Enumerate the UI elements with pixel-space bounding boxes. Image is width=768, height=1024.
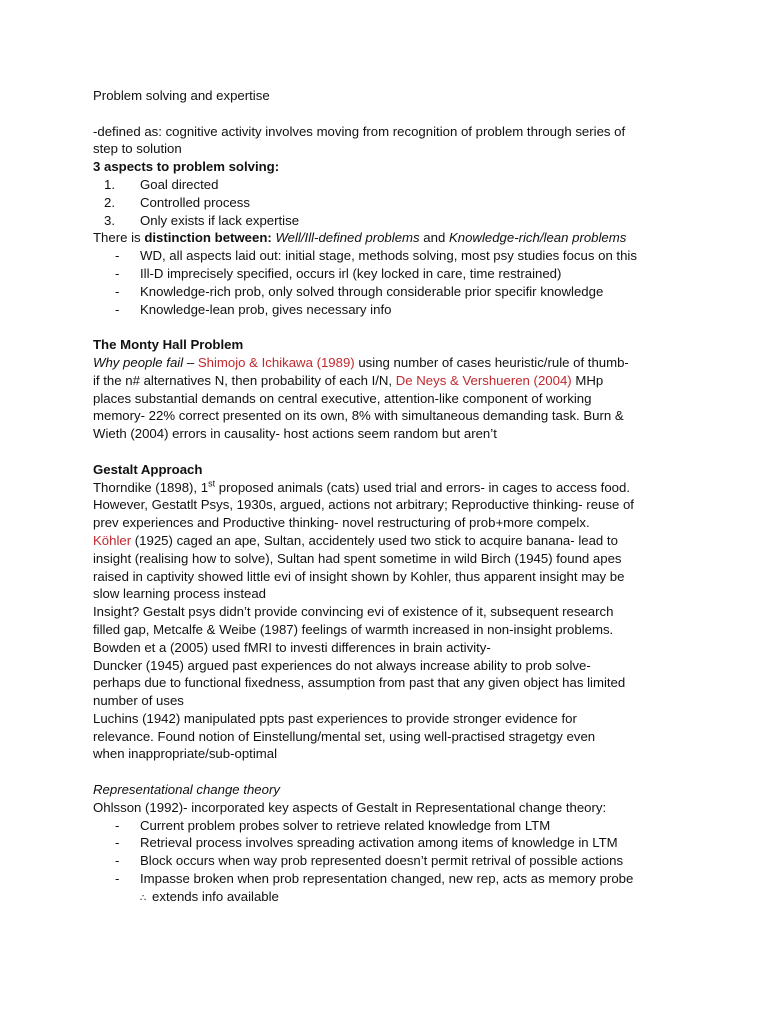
aspect-number: 1. bbox=[104, 176, 115, 192]
monty-line-4: memory- 22% correct presented on its own, 8% with simultaneous demanding task. Burn & bbox=[93, 408, 624, 424]
gestalt-line-4 bbox=[93, 532, 685, 550]
aspect-text: Only exists if lack expertise bbox=[140, 212, 300, 228]
rct-item bbox=[93, 852, 685, 870]
gestalt-line-6: raised in captivity showed little evi of insight shown by Kohler, thus apparent insight may be bbox=[93, 568, 625, 584]
dash-marker: - bbox=[115, 817, 120, 833]
distinction-italic-2: Knowledge-rich/lean problems bbox=[448, 230, 627, 246]
gestalt-line-16: when inappropriate/sub-optimal bbox=[93, 746, 278, 762]
gestalt-text: Thorndike (1898), 1 bbox=[93, 479, 209, 495]
rct-item-text: Impasse broken when prob representation changed, new rep, acts as memory probe bbox=[140, 871, 634, 887]
definition-line-2: step to solution bbox=[93, 141, 182, 157]
distinction-item-text: Ill-D imprecisely specified, occurs irl (key locked in care, time restrained) bbox=[140, 265, 562, 281]
monty-italic: Why people fail – bbox=[93, 354, 198, 370]
rct-item bbox=[93, 834, 685, 852]
distinction-item-text: Knowledge-rich prob, only solved through considerable prior specifir knowledge bbox=[140, 283, 604, 299]
distinction-item bbox=[93, 247, 685, 265]
spacer bbox=[93, 763, 685, 781]
rct-heading: Representational change theory bbox=[93, 782, 280, 798]
document-page bbox=[93, 87, 685, 908]
gestalt-line-11: Duncker (1945) argued past experiences do not always increase ability to prob solve- bbox=[93, 657, 591, 673]
gestalt-line-3: prev experiences and Productive thinking- novel restructuring of prob+more compelx. bbox=[93, 515, 590, 531]
gestalt-line-9: filled gap, Metcalfe & Weibe (1987) feelings of warmth increased in non-insight problems. bbox=[93, 621, 614, 637]
therefore-line bbox=[140, 888, 685, 908]
spacer bbox=[93, 318, 685, 336]
dash-marker: - bbox=[115, 835, 120, 851]
gestalt-line-2: However, Gestatlt Psys, 1930s, argued, actions not arbitrary; Reproductive thinking- reuse of bbox=[93, 497, 634, 513]
gestalt-line-8: Insight? Gestalt psys didn’t provide convincing evi of existence of it, subsequent research bbox=[93, 604, 614, 620]
doc-title: Problem solving and expertise bbox=[93, 88, 270, 103]
therefore-text: extends info available bbox=[152, 888, 279, 904]
distinction-and: and bbox=[419, 230, 449, 246]
monty-line-3: places substantial demands on central executive, attention-like component of working bbox=[93, 390, 592, 406]
gestalt-line-14: Luchins (1942) manipulated ppts past experiences to provide stronger evidence for bbox=[93, 710, 577, 726]
citation-kohler: Köhler bbox=[93, 532, 132, 548]
gestalt-line-13: number of uses bbox=[93, 693, 184, 709]
aspect-text: Controlled process bbox=[140, 194, 250, 210]
gestalt-line-5: insight (realising how to solve), Sultan had spent sometime in wild Birch (1945) found apes bbox=[93, 550, 622, 566]
dash-marker: - bbox=[115, 248, 120, 264]
dash-marker: - bbox=[115, 265, 120, 281]
distinction-item bbox=[93, 265, 685, 283]
rct-item-text: Current problem probes solver to retrieve related knowledge from LTM bbox=[140, 817, 551, 833]
monty-line-5: Wieth (2004) errors in causality- host actions seem random but aren’t bbox=[93, 426, 497, 442]
rct-intro: Ohlsson (1992)- incorporated key aspects of Gestalt in Representational change theory: bbox=[93, 799, 607, 815]
spacer bbox=[93, 105, 685, 123]
monty-text: using number of cases heuristic/rule of thumb- bbox=[354, 354, 629, 370]
gestalt-line-7: slow learning process instead bbox=[93, 586, 266, 602]
monty-line-1 bbox=[93, 354, 685, 372]
superscript-st: st bbox=[208, 478, 216, 489]
distinction-item-text: Knowledge-lean prob, gives necessary info bbox=[140, 301, 392, 317]
monty-text: if the n# alternatives N, then probability of each I/N, bbox=[93, 372, 396, 388]
definition-line-1: -defined as: cognitive activity involves moving from recognition of problem through series of bbox=[93, 123, 626, 139]
gestalt-text: (1925) caged an ape, Sultan, accidentely used two stick to acquire banana- lead to bbox=[131, 532, 618, 548]
aspect-number: 3. bbox=[104, 212, 115, 228]
dash-marker: - bbox=[115, 853, 120, 869]
aspect-item bbox=[93, 176, 685, 194]
rct-item bbox=[93, 870, 685, 888]
distinction-item-text: WD, all aspects laid out: initial stage, methods solving, most psy studies focus on this bbox=[140, 248, 637, 264]
aspect-item bbox=[93, 194, 685, 212]
dash-marker: - bbox=[115, 871, 120, 887]
monty-text: MHp bbox=[571, 372, 604, 388]
distinction-bold: distinction between: bbox=[144, 230, 272, 246]
monty-heading: The Monty Hall Problem bbox=[93, 337, 244, 353]
aspect-text: Goal directed bbox=[140, 176, 219, 192]
aspect-item bbox=[93, 212, 685, 230]
spacer bbox=[93, 443, 685, 461]
gestalt-line-12: perhaps due to functional fixedness, assumption from past that any given object has limited bbox=[93, 675, 626, 691]
therefore-symbol: ∴ bbox=[140, 892, 147, 904]
dash-marker: - bbox=[115, 283, 120, 299]
distinction-italic-1: Well/Ill-defined problems bbox=[271, 230, 420, 246]
monty-line-2 bbox=[93, 372, 685, 390]
aspect-number: 2. bbox=[104, 194, 115, 210]
distinction-line bbox=[93, 229, 685, 247]
rct-item-text: Block occurs when way prob represented doesn’t permit retrival of possible actions bbox=[140, 853, 624, 869]
gestalt-line-1 bbox=[93, 479, 685, 497]
distinction-item bbox=[93, 283, 685, 301]
distinction-item bbox=[93, 301, 685, 319]
gestalt-text: proposed animals (cats) used trial and errors- in cages to access food. bbox=[215, 479, 630, 495]
aspects-heading: 3 aspects to problem solving: bbox=[93, 159, 280, 175]
citation-shimojo: Shimojo & Ichikawa (1989) bbox=[197, 354, 355, 370]
gestalt-heading: Gestalt Approach bbox=[93, 461, 203, 477]
gestalt-line-10: Bowden et a (2005) used fMRI to investi differences in brain activity- bbox=[93, 639, 491, 655]
dash-marker: - bbox=[115, 301, 120, 317]
rct-item bbox=[93, 817, 685, 835]
gestalt-line-15: relevance. Found notion of Einstellung/mental set, using well-practised stragetgy even bbox=[93, 728, 596, 744]
rct-item-text: Retrieval process involves spreading activation among items of knowledge in LTM bbox=[140, 835, 618, 851]
distinction-pre: There is bbox=[93, 230, 145, 246]
citation-de-neys: De Neys & Vershueren (2004) bbox=[395, 372, 572, 388]
